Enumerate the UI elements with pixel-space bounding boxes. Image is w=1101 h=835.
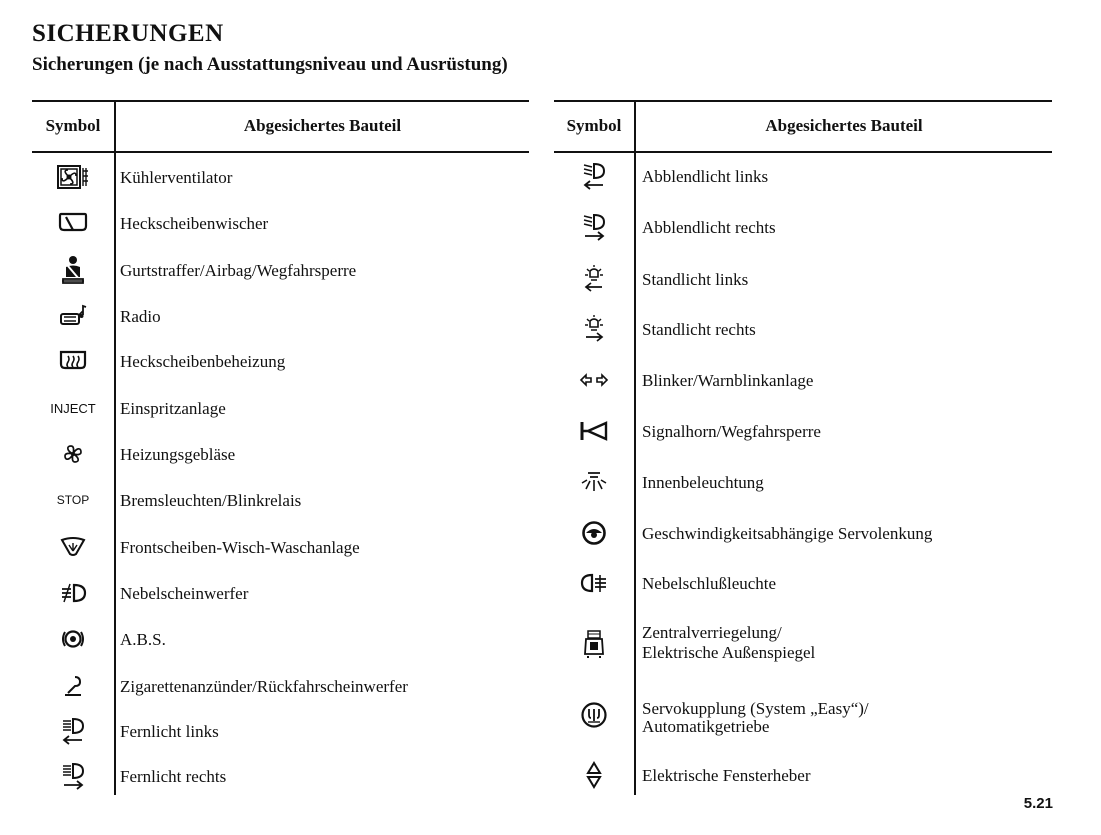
front-fog-light-icon bbox=[32, 578, 114, 608]
low-beam-left-icon bbox=[554, 161, 634, 191]
page-subtitle: Sicherungen (je nach Ausstattungsniveau und Ausrüstung) bbox=[32, 54, 508, 75]
abs-icon bbox=[32, 624, 114, 654]
table-column-divider bbox=[634, 100, 636, 795]
fuse-table-left bbox=[32, 100, 529, 795]
parking-light-right-icon bbox=[554, 314, 634, 344]
power-steering-icon bbox=[554, 518, 634, 548]
row-label-line-1: Servokupplung (System „Easy“)/ bbox=[642, 699, 869, 718]
row-label: Zigarettenanzünder/Rückfahrscheinwerfer bbox=[120, 677, 408, 696]
header-symbol: Symbol bbox=[45, 116, 101, 135]
header-component: Abgesichertes Bauteil bbox=[765, 116, 923, 135]
central-locking-icon bbox=[554, 629, 634, 659]
row-label: Geschwindigkeitsabhängige Servolenkung bbox=[642, 524, 933, 543]
row-label: Standlicht rechts bbox=[642, 320, 756, 339]
low-beam-right-icon bbox=[554, 212, 634, 242]
page-number: 5.21 bbox=[1023, 795, 1053, 812]
row-label: Fernlicht rechts bbox=[120, 767, 227, 786]
automatic-clutch-icon bbox=[554, 700, 634, 730]
row-label: Kühlerventilator bbox=[120, 168, 233, 187]
fuse-table-right bbox=[554, 100, 1052, 795]
heater-fan-icon bbox=[32, 439, 114, 469]
seatbelt-airbag-icon bbox=[32, 255, 114, 285]
row-label: Abblendlicht rechts bbox=[642, 218, 776, 237]
row-label-line-2: Elektrische Außenspiegel bbox=[642, 643, 816, 662]
windshield-washer-icon bbox=[32, 532, 114, 562]
row-label: Heizungsgebläse bbox=[120, 445, 236, 464]
row-label: Signalhorn/Wegfahrsperre bbox=[642, 422, 821, 441]
row-label: Frontscheiben-Wisch-Waschanlage bbox=[120, 538, 360, 557]
row-label-line-1: Zentralverriegelung/ bbox=[642, 623, 782, 642]
row-label: Innenbeleuchtung bbox=[642, 473, 764, 492]
row-label: Radio bbox=[120, 307, 161, 326]
parking-light-left-icon bbox=[554, 264, 634, 294]
row-label: Heckscheibenbeheizung bbox=[120, 352, 286, 371]
row-label: Einspritzanlage bbox=[120, 399, 226, 418]
rear-fog-light-icon bbox=[554, 568, 634, 598]
header-symbol: Symbol bbox=[566, 116, 622, 135]
row-label: Blinker/Warnblinkanlage bbox=[642, 371, 814, 390]
row-label: Nebelscheinwerfer bbox=[120, 584, 249, 603]
page-title: SICHERUNGEN bbox=[32, 20, 224, 47]
radiator-fan-icon bbox=[32, 162, 114, 192]
rear-wiper-icon bbox=[32, 208, 114, 238]
row-label: Abblendlicht links bbox=[642, 167, 769, 186]
interior-light-icon bbox=[554, 467, 634, 497]
power-window-icon bbox=[554, 760, 634, 790]
row-label: Elektrische Fensterheber bbox=[642, 766, 811, 785]
turn-signal-icon bbox=[554, 365, 634, 395]
high-beam-left-icon bbox=[32, 716, 114, 746]
row-label: Gurtstraffer/Airbag/Wegfahrsperre bbox=[120, 261, 357, 280]
inject-text-icon bbox=[32, 393, 114, 423]
table-header-rule bbox=[32, 151, 529, 153]
inject-symbol-text: INJECT bbox=[50, 400, 96, 416]
row-label-line-2: Automatikgetriebe bbox=[642, 717, 770, 736]
row-label: Bremsleuchten/Blinkrelais bbox=[120, 491, 302, 510]
row-label: Standlicht links bbox=[642, 270, 749, 289]
cigarette-lighter-icon bbox=[32, 671, 114, 701]
stop-symbol-text: STOP bbox=[56, 493, 90, 507]
table-header-rule bbox=[554, 151, 1052, 153]
table-column-divider bbox=[114, 100, 116, 795]
table-top-rule bbox=[554, 100, 1052, 102]
row-label: A.B.S. bbox=[120, 630, 166, 649]
row-label: Heckscheibenwischer bbox=[120, 214, 269, 233]
row-label: Fernlicht links bbox=[120, 722, 219, 741]
row-label: Nebelschlußleuchte bbox=[642, 574, 777, 593]
stop-text-icon bbox=[32, 485, 114, 515]
high-beam-right-icon bbox=[32, 761, 114, 791]
rear-window-heater-icon bbox=[32, 346, 114, 376]
table-top-rule bbox=[32, 100, 529, 102]
header-component: Abgesichertes Bauteil bbox=[243, 116, 402, 135]
horn-icon bbox=[554, 416, 634, 446]
radio-icon bbox=[32, 301, 114, 331]
